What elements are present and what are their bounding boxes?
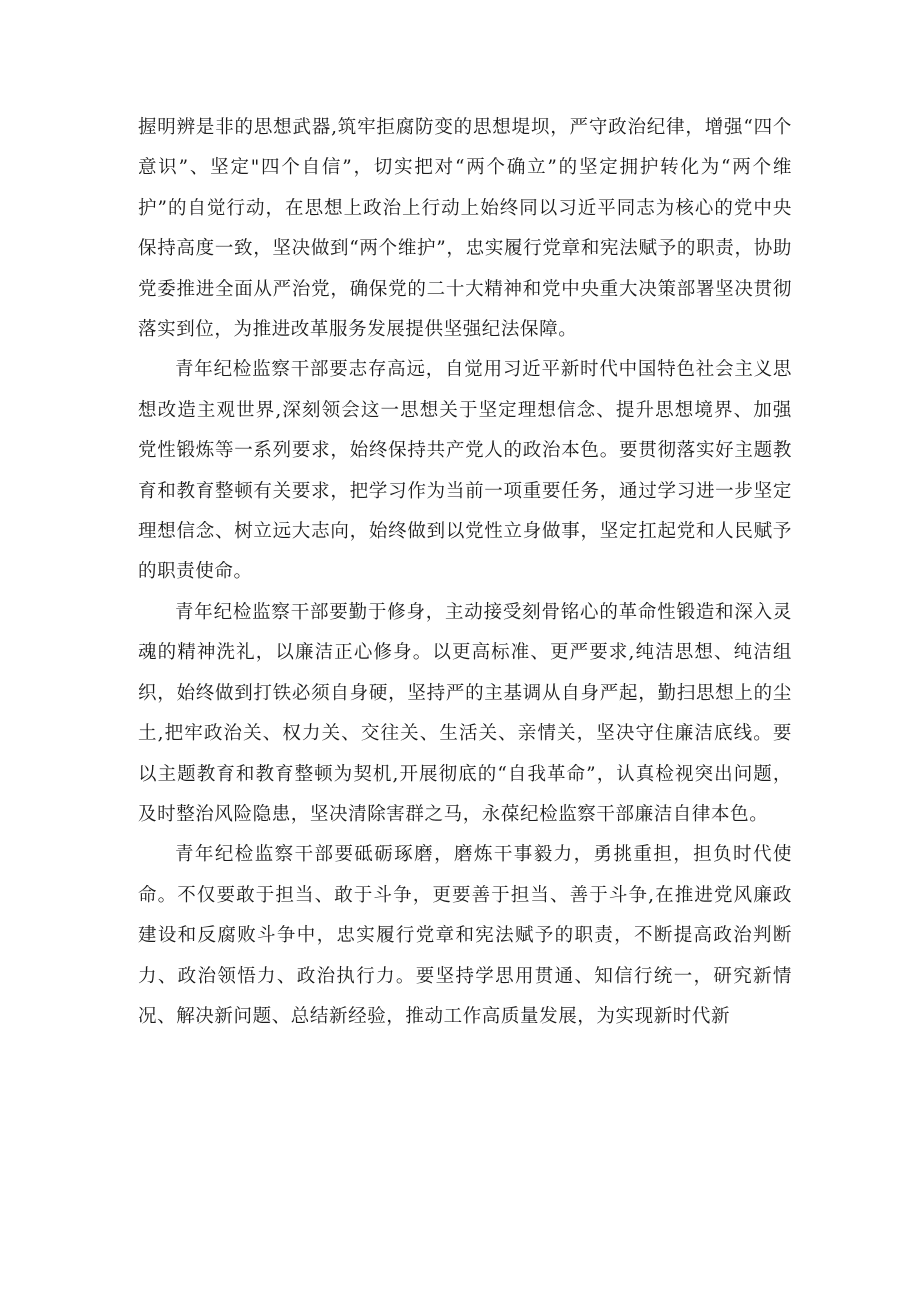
paragraph-aspire-high: 青年纪检监察干部要志存高远，自觉用习近平新时代中国特色社会主义思想改造主观世界,深刻领会这一思想关于坚定理想信念、提升思想境界、加强党性锻炼等一系列要求，始终保持共产党人的政治本色。要贯彻落实好主题教育和教育整顿有关要求，把学习作为当前一项重要任务，通过学习进一步坚定理想信念、树立远大志向，始终做到以党性立身做事，坚定扛起党和人民赋予的职责使命。 — [138, 359, 792, 583]
paragraph-temper-in-practice: 青年纪检监察干部要砥砺琢磨，磨炼干事毅力，勇挑重担，担负时代使命。不仅要敢于担当、敢于斗争，更要善于担当、善于斗争,在推进党风廉政建设和反腐败斗争中，忠实履行党章和宪法赋予的职责，不断提高政治判断力、政治领悟力、政治执行力。要坚持学思用贯通、知信行统一，研究新情况、解决新问题、总结新经验，推动工作高质量发展，为实现新时代新 — [138, 844, 792, 1027]
paragraph-continuation: 握明辨是非的思想武器,筑牢拒腐防变的思想堤坝，严守政治纪律，增强“四个意识”、坚定"四个自信”，切实把对“两个确立”的坚定拥护转化为“两个维护”的自觉行动，在思想上政治上行动上始终同以习近平同志为核心的党中央保持高度一致，坚决做到“两个维护”，忠实履行党章和宪法赋予的职责，协助党委推进全面从严治党，确保党的二十大精神和党中央重大决策部署坚决贯彻落实到位，为推进改革服务发展提供坚强纪法保障。 — [138, 117, 792, 341]
paragraph-self-cultivation: 青年纪检监察干部要勤于修身，主动接受刻骨铭心的革命性锻造和深入灵魂的精神洗礼，以廉洁正心修身。以更高标准、更严要求,纯洁思想、纯洁组织，始终做到打铁必须自身硬，坚持严的主基调从自身严起，勤扫思想上的尘土,把牢政治关、权力关、交往关、生活关、亲情关，坚决守住廉洁底线。要以主题教育和教育整顿为契机,开展彻底的“自我革命”，认真检视突出问题，及时整治风险隐患，坚决清除害群之马，永葆纪检监察干部廉洁自律本色。 — [138, 601, 792, 825]
